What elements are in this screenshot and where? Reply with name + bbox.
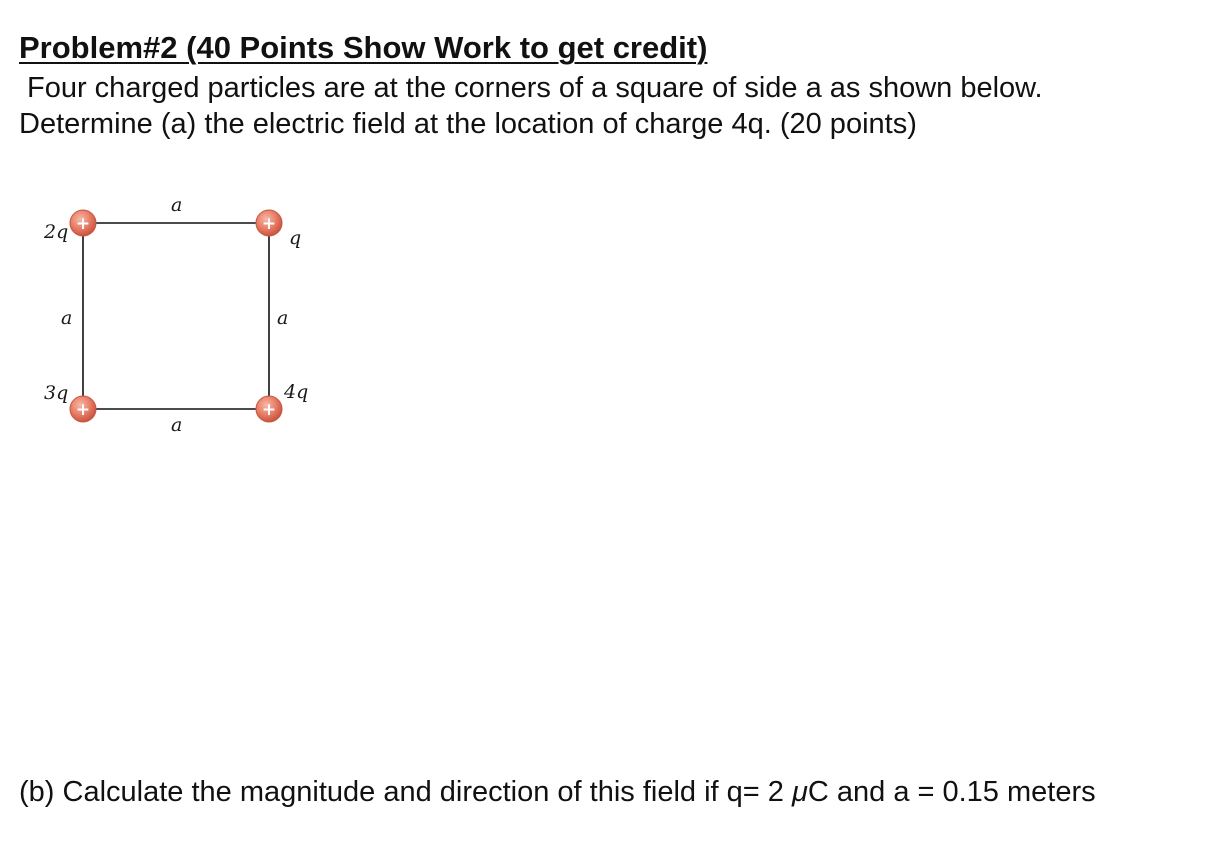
charge-top-right [256, 210, 282, 236]
plus-sign-top-left: + [75, 214, 91, 234]
plus-sign-bottom-left: + [75, 400, 91, 420]
plus-sign-top-right: + [261, 214, 277, 234]
charge-label-bottom-right: 4q [284, 381, 309, 403]
problem-part-b [19, 776, 1096, 809]
problem-title: Problem#2 (40 Points Show Work to get credit) [19, 30, 708, 65]
side-label-right: a [277, 307, 289, 329]
charge-bottom-left [70, 396, 96, 422]
charge-top-left [70, 210, 96, 236]
mu-symbol: μ [791, 776, 808, 808]
charge-square-diagram [0, 0, 360, 460]
part-b-text-start: (b) Calculate the magnitude and direction of this field if q= 2 [19, 776, 792, 808]
charge-label-bottom-left: 3q [44, 382, 69, 404]
side-label-left: a [61, 307, 73, 329]
problem-statement-line-1: Four charged particles are at the corners of a square of side a as shown below. [27, 72, 1043, 104]
plus-sign-bottom-right: + [261, 400, 277, 420]
side-label-top: a [171, 194, 183, 216]
side-label-bottom: a [171, 414, 183, 436]
part-b-text-end: C and a = 0.15 meters [807, 776, 1096, 808]
charge-label-top-right: q [289, 227, 302, 249]
problem-statement-line-2: Determine (a) the electric field at the location of charge 4q. (20 points) [19, 108, 917, 140]
charge-label-top-left: 2q [44, 221, 69, 243]
charge-bottom-right [256, 396, 282, 422]
